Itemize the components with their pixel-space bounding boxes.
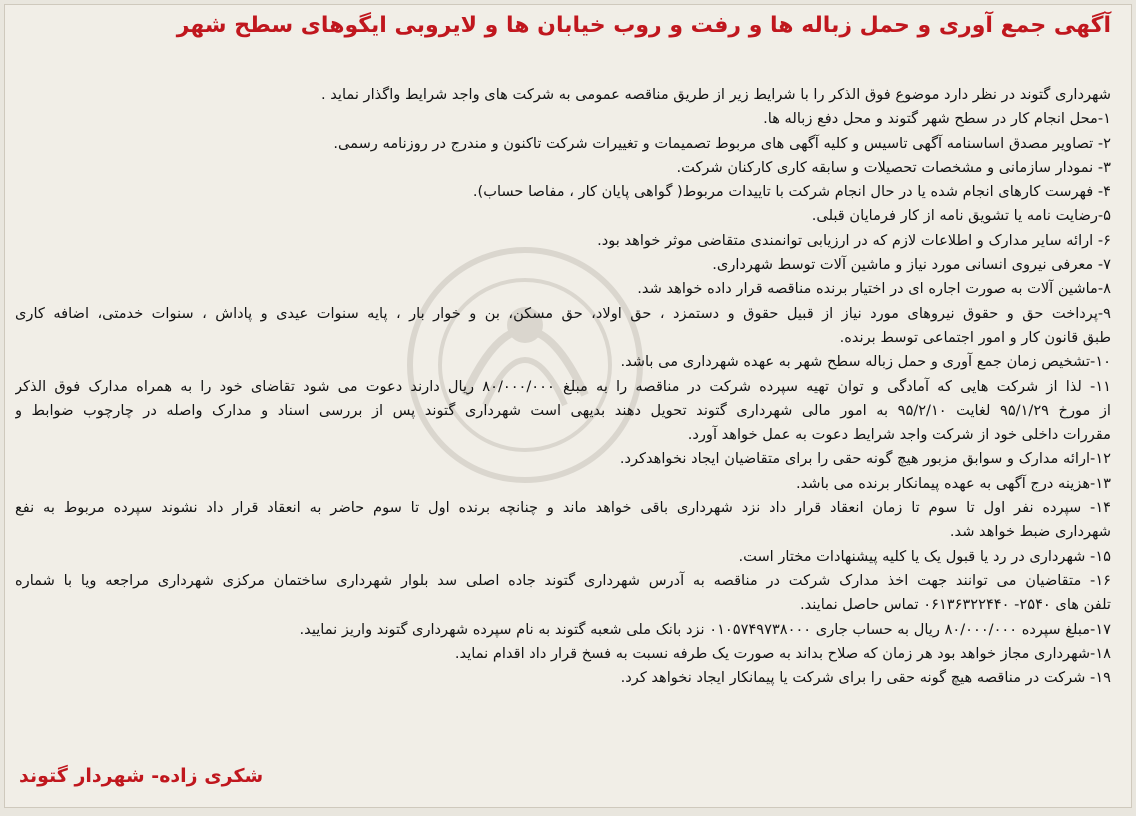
notice-line: تلفن های ۲۵۴۰- ۰۶۱۳۶۳۲۲۴۴۰ تماس حاصل نمایند. — [799, 596, 1111, 614]
notice-line: ۱۸-شهرداری مجاز خواهد بود هر زمان که صلاح بداند به صورت یک طرفه نسبت به فسخ قرار داد اقدام نماید. — [454, 644, 1111, 662]
notice-title: آگهی جمع آوری و حمل زباله ها و رفت و روب خیابان ها و لایروبی ایگوهای سطح شهر — [176, 13, 1111, 38]
notice-line: ۱۹- شرکت در مناقصه هیچ گونه حقی را برای شرکت یا پیمانکار ایجاد نخواهد کرد. — [620, 669, 1111, 687]
notice-line: شهرداری گتوند در نظر دارد موضوع فوق الذکر را با شرایط زیر از طریق مناقصه عمومی به شرکت های واجد شرایط واگذار نماید . — [320, 86, 1111, 103]
notice-line: ۴- فهرست کارهای انجام شده یا در حال انجام شرکت با تاییدات مربوط( گواهی پایان کار ، مفاصا حساب). — [472, 183, 1111, 201]
notice-line: ۹-پرداخت حق و حقوق نیروهای مورد نیاز از قبیل حقوق و دستمزد ، حق اولاد، حق مسکن، بن و خوار بار ، پایه سنوات عیدی و پاداش ، سنوات خدمتی، اضافه کاری — [15, 304, 1111, 322]
notice-line: ۱-محل انجام کار در سطح شهر گتوند و محل دفع زباله ها. — [763, 110, 1111, 128]
notice-line: ۱۲-ارائه مدارک و سوابق مزبور هیچ گونه حقی را برای متقاضیان ایجاد نخواهدکرد. — [619, 450, 1111, 468]
notice-line: ۱۴- سپرده نفر اول تا سوم تا زمان انعقاد قرار داد نزد شهرداری باقی خواهد ماند و چنانچه برنده اول تا سوم حاضر به انعقاد قرار داد نشوند سپرده مربوط به نفع — [15, 499, 1111, 517]
notice-line: ۸-ماشین آلات به صورت اجاره ای در اختیار برنده مناقصه قرار داده خواهد شد. — [637, 280, 1111, 298]
notice-line: ۱۷-مبلغ سپرده ۸۰/۰۰۰/۰۰۰ ریال به حساب جاری ۰۱۰۵۷۴۹۷۳۸۰۰۰ نزد بانک ملی شعبه گتوند به نام سپرده شهرداری گتوند واریز نمایید. — [299, 620, 1111, 638]
notice-body — [15, 83, 1111, 690]
notice-line: ۳- نمودار سازمانی و مشخصات تحصیلات و سابقه کاری کارکنان شرکت. — [676, 158, 1111, 176]
notice-line: ۱۳-هزینه درج آگهی به عهده پیمانکار برنده می باشد. — [795, 474, 1111, 492]
notice-line: ۱۶- متقاضیان می توانند جهت اخذ مدارک شرکت در مناقصه به آدرس شهرداری گتوند جاده اصلی سد بلوار شهرداری ساختمان مرکزی شهرداری مراجعه ویا با شماره — [15, 571, 1111, 589]
notice-line: ۵-رضایت نامه یا تشویق نامه از کار فرمایان قبلی. — [811, 207, 1111, 225]
notice-line: شهرداری ضبط خواهد شد. — [949, 523, 1111, 541]
notice-line: ۱۵- شهرداری در رد یا قبول یک یا کلیه پیشنهادات مختار است. — [738, 547, 1111, 565]
notice-line: مقررات داخلی خود از شرکت واجد شرایط دعوت به عمل خواهد آورد. — [687, 426, 1111, 444]
notice-line: ۷- معرفی نیروی انسانی مورد نیاز و ماشین آلات توسط شهرداری. — [712, 256, 1111, 274]
newspaper-notice — [4, 4, 1132, 808]
notice-line: ۶- ارائه سایر مدارک و اطلاعات لازم که در ارزیابی توانمندی متقاضی موثر خواهد بود. — [597, 231, 1111, 249]
notice-line: طبق قانون کار و امور اجتماعی توسط برنده. — [839, 328, 1111, 346]
notice-line: از مورخ ۹۵/۱/۲۹ لغایت ۹۵/۲/۱۰ به امور مالی شهرداری گتوند تحویل دهند بدیهی است شهرداری گتوند پس از بررسی اسناد و مدارک واصله در چارچوب ضوابط و — [15, 401, 1111, 419]
notice-line: ۲- تصاویر مصدق اساسنامه آگهی تاسیس و کلیه آگهی های مربوط تصمیمات و تغییرات شرکت تاکنون و مندرج در روزنامه رسمی. — [333, 134, 1111, 152]
notice-line: ۱۱- لذا از شرکت هایی که آمادگی و توان تهیه سپرده شرکت در مناقصه را به مبلغ ۸۰/۰۰۰/۰۰۰ ریال دارند دعوت می شود تقاضای خود را به همراه مدارک فوق الذکر — [15, 377, 1111, 395]
signature: شکری زاده- شهردار گتوند — [19, 765, 264, 787]
notice-line: ۱۰-تشخیص زمان جمع آوری و حمل زباله سطح شهر به عهده شهرداری می باشد. — [620, 353, 1111, 371]
